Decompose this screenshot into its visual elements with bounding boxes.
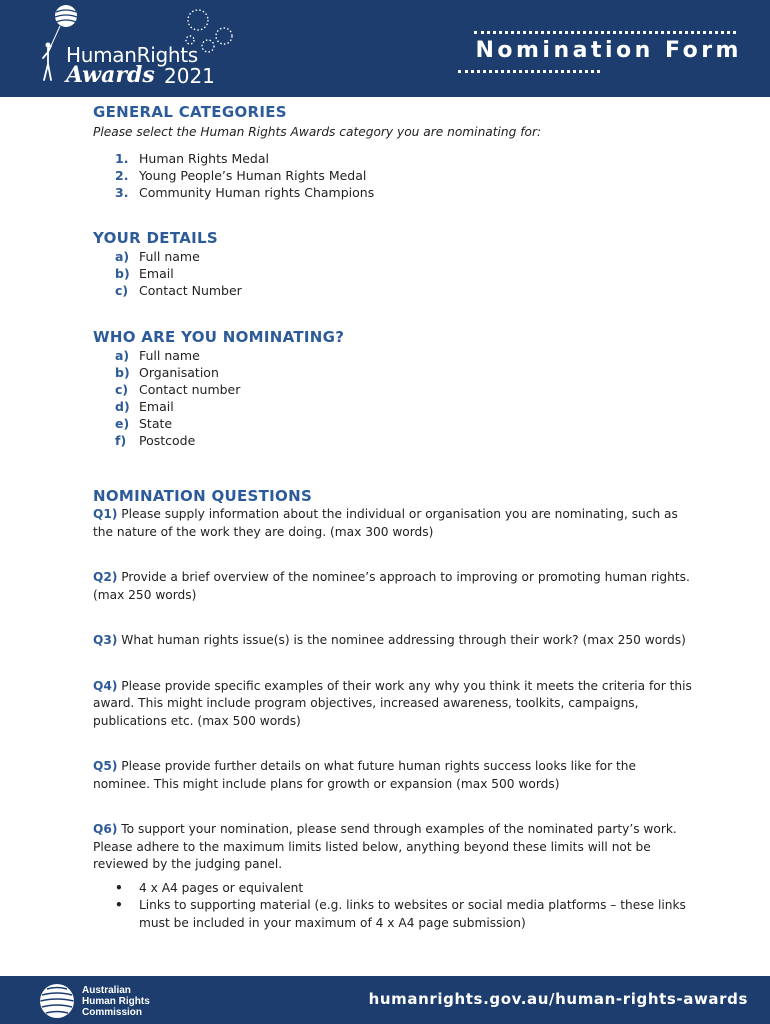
list-item (115, 150, 693, 167)
section-heading: GENERAL CATEGORIES (93, 103, 287, 121)
bullet-marker: • (115, 898, 123, 912)
question-text: Please provide further details on what future human rights success looks like for the nominee. This might include plans for growth or expansion (max 500 words) (93, 759, 637, 791)
org-line: Australian (82, 985, 131, 996)
list-item (115, 364, 693, 381)
list-marker: b) (115, 266, 130, 281)
form-title: Nomination Form (475, 38, 742, 63)
list-item-label: Email (139, 266, 174, 281)
person-figure-icon (43, 43, 51, 81)
question-text: What human rights issue(s) is the nominee addressing through their work? (max 250 words) (121, 633, 686, 647)
question-3 (93, 632, 693, 650)
list-marker: 2. (115, 168, 129, 183)
question-text: Please supply information about the individual or organisation you are nominating, such as the nature of the work they are doing. (max 300 words) (93, 507, 678, 539)
question-label: Q4) (93, 678, 118, 693)
nominee-section (93, 328, 693, 449)
general-categories-section (93, 103, 693, 201)
your-details-section (93, 229, 693, 299)
list-item-label: 4 x A4 pages or equivalent (139, 880, 304, 895)
commission-globe-icon (38, 982, 76, 1020)
org-line: Commission (82, 1007, 143, 1018)
list-marker: f) (115, 433, 127, 448)
question-5 (93, 758, 693, 793)
list-item-label: Full name (139, 249, 200, 264)
list-item (115, 381, 693, 398)
question-6 (93, 821, 693, 874)
list-item (115, 282, 693, 299)
list-item-label: Postcode (139, 433, 196, 448)
question-text: To support your nomination, please send through examples of the nominated party’s work. Please adhere to the maximum limits listed below, anything beyond these limits will not be reviewed by the judging panel. (93, 822, 677, 871)
org-line: Human Rights (82, 996, 150, 1007)
category-list (93, 150, 693, 201)
question-label: Q5) (93, 759, 118, 773)
list-item-label: Young People’s Human Rights Medal (139, 168, 367, 183)
list-item-label: Organisation (139, 365, 219, 380)
question-text: Provide a brief overview of the nominee’s approach to improving or promoting human rights. (max 250 words) (93, 570, 690, 602)
list-marker: c) (115, 283, 129, 298)
list-item-label: Full name (139, 348, 200, 363)
footer-banner (0, 976, 770, 1024)
question-1 (93, 506, 693, 541)
list-marker: a) (115, 249, 130, 264)
globe-balloon-icon (50, 5, 77, 48)
logo-year: 2021 (164, 64, 215, 88)
list-item-label: Links to supporting material (e.g. links to websites or social media platforms – these links must be included in your maximum of 4 x A4 page submission) (139, 898, 686, 930)
list-item-label: Contact Number (139, 283, 242, 298)
question-label: Q6) (93, 822, 118, 836)
bullet-marker: • (115, 880, 123, 895)
list-item (115, 167, 693, 184)
header-dot-rule-bottom (458, 70, 600, 73)
question-text: Please provide specific examples of their work any why you think it meets the criteria for this award. This might include program objectives, increased awareness, toolkits, campaigns, publications etc. (max 500 words) (93, 678, 692, 728)
logo-wordmark: HumanRights (66, 43, 198, 67)
list-marker: e) (115, 416, 130, 431)
category-instructions: Please select the Human Rights Awards category you are nominating for: (93, 125, 542, 139)
logo-awards-script: Awards (66, 62, 155, 88)
submission-limits-list (93, 880, 693, 933)
list-marker: c) (115, 382, 129, 397)
list-item (115, 880, 693, 898)
list-marker: 1. (115, 151, 129, 166)
list-item (115, 248, 693, 265)
list-item (115, 415, 693, 432)
list-item (115, 184, 693, 201)
list-marker: a) (115, 348, 130, 363)
list-item-label: Email (139, 399, 174, 414)
list-item-label: Community Human rights Champions (139, 185, 375, 200)
your-details-list (93, 248, 693, 299)
form-content (93, 103, 693, 932)
list-item-label: Human Rights Medal (139, 151, 269, 166)
question-label: Q2) (93, 570, 118, 584)
nomination-questions-section (93, 487, 693, 932)
question-label: Q1) (93, 507, 118, 521)
header-banner (0, 0, 770, 97)
footer-url-link[interactable]: humanrights.gov.au/human-rights-awards (368, 990, 748, 1008)
question-label: Q3) (93, 633, 118, 647)
list-item (115, 432, 693, 449)
section-heading: WHO ARE YOU NOMINATING? (93, 328, 345, 346)
list-marker: 3. (115, 185, 129, 200)
footer-org-name (82, 985, 150, 1018)
list-marker: d) (115, 399, 130, 414)
list-marker: b) (115, 365, 130, 380)
list-item-label: State (139, 416, 173, 431)
question-2 (93, 569, 693, 604)
section-heading: NOMINATION QUESTIONS (93, 487, 313, 505)
question-4 (93, 678, 693, 731)
list-item (115, 265, 693, 282)
list-item (115, 347, 693, 364)
section-heading: YOUR DETAILS (93, 229, 218, 247)
list-item (115, 897, 693, 932)
list-item (115, 398, 693, 415)
nominee-details-list (93, 347, 693, 449)
header-dot-rule-top (474, 31, 736, 34)
list-item-label: Contact number (139, 382, 241, 397)
